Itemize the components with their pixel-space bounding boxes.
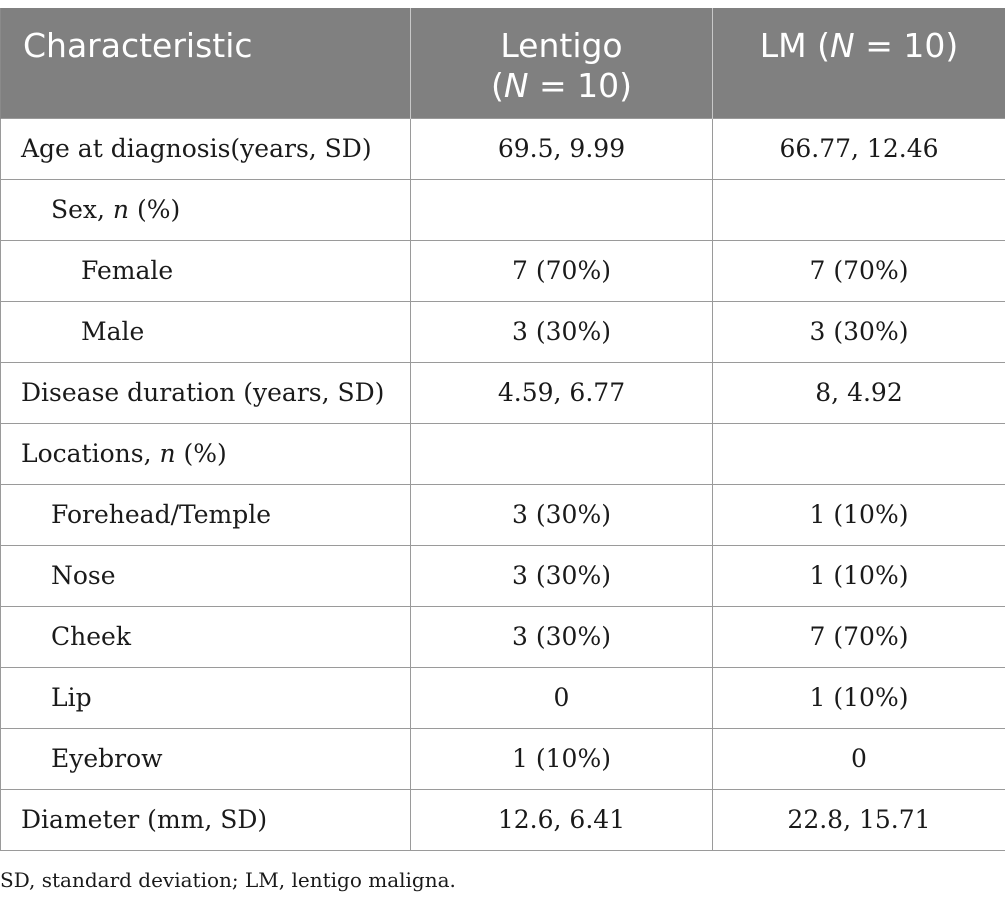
lentigo-value: 0	[411, 667, 713, 728]
row-label: Lip	[1, 667, 411, 728]
row-label: Locations, n (%)	[1, 423, 411, 484]
header-lentigo	[411, 8, 713, 118]
lm-value: 8, 4.92	[713, 362, 1005, 423]
lentigo-value: 4.59, 6.77	[411, 362, 713, 423]
table-header	[1, 8, 1005, 118]
row-label: Disease duration (years, SD)	[1, 362, 411, 423]
lm-value: 0	[713, 728, 1005, 789]
lm-value: 1 (10%)	[713, 667, 1005, 728]
table-row	[1, 423, 1005, 484]
row-label: Male	[1, 301, 411, 362]
lentigo-value	[411, 423, 713, 484]
table-row	[1, 240, 1005, 301]
lm-value: 1 (10%)	[713, 545, 1005, 606]
lentigo-value: 3 (30%)	[411, 545, 713, 606]
lm-value: 7 (70%)	[713, 240, 1005, 301]
table-row	[1, 606, 1005, 667]
table-row	[1, 118, 1005, 179]
table-row	[1, 545, 1005, 606]
lentigo-value: 3 (30%)	[411, 484, 713, 545]
header-row	[1, 8, 1005, 118]
lentigo-value: 3 (30%)	[411, 606, 713, 667]
table-footnote: SD, standard deviation; LM, lentigo maligna.	[0, 868, 456, 892]
row-label: Age at diagnosis(years, SD)	[1, 118, 411, 179]
table-row	[1, 484, 1005, 545]
lm-value: 22.8, 15.71	[713, 789, 1005, 850]
lentigo-value	[411, 179, 713, 240]
row-label: Eyebrow	[1, 728, 411, 789]
header-lentigo-count: (N = 10)	[490, 66, 633, 105]
row-label: Female	[1, 240, 411, 301]
row-label: Nose	[1, 545, 411, 606]
lentigo-value: 12.6, 6.41	[411, 789, 713, 850]
table-body	[1, 118, 1005, 850]
row-label: Diameter (mm, SD)	[1, 789, 411, 850]
row-label: Sex, n (%)	[1, 179, 411, 240]
header-lm: LM (N = 10)	[713, 8, 1005, 118]
table-row	[1, 301, 1005, 362]
lm-value: 3 (30%)	[713, 301, 1005, 362]
table-row	[1, 179, 1005, 240]
header-characteristic: Characteristic	[1, 8, 411, 118]
characteristics-table-container	[0, 8, 1005, 851]
lentigo-value: 3 (30%)	[411, 301, 713, 362]
header-lentigo-name: Lentigo	[500, 26, 623, 65]
table-row	[1, 789, 1005, 850]
lentigo-value: 7 (70%)	[411, 240, 713, 301]
lm-value: 66.77, 12.46	[713, 118, 1005, 179]
lm-value: 1 (10%)	[713, 484, 1005, 545]
row-label: Forehead/Temple	[1, 484, 411, 545]
table-row	[1, 362, 1005, 423]
lentigo-value: 69.5, 9.99	[411, 118, 713, 179]
lentigo-value: 1 (10%)	[411, 728, 713, 789]
lm-value	[713, 423, 1005, 484]
table-row	[1, 728, 1005, 789]
lm-value	[713, 179, 1005, 240]
row-label: Cheek	[1, 606, 411, 667]
table-row	[1, 667, 1005, 728]
lm-value: 7 (70%)	[713, 606, 1005, 667]
characteristics-table	[0, 8, 1005, 851]
